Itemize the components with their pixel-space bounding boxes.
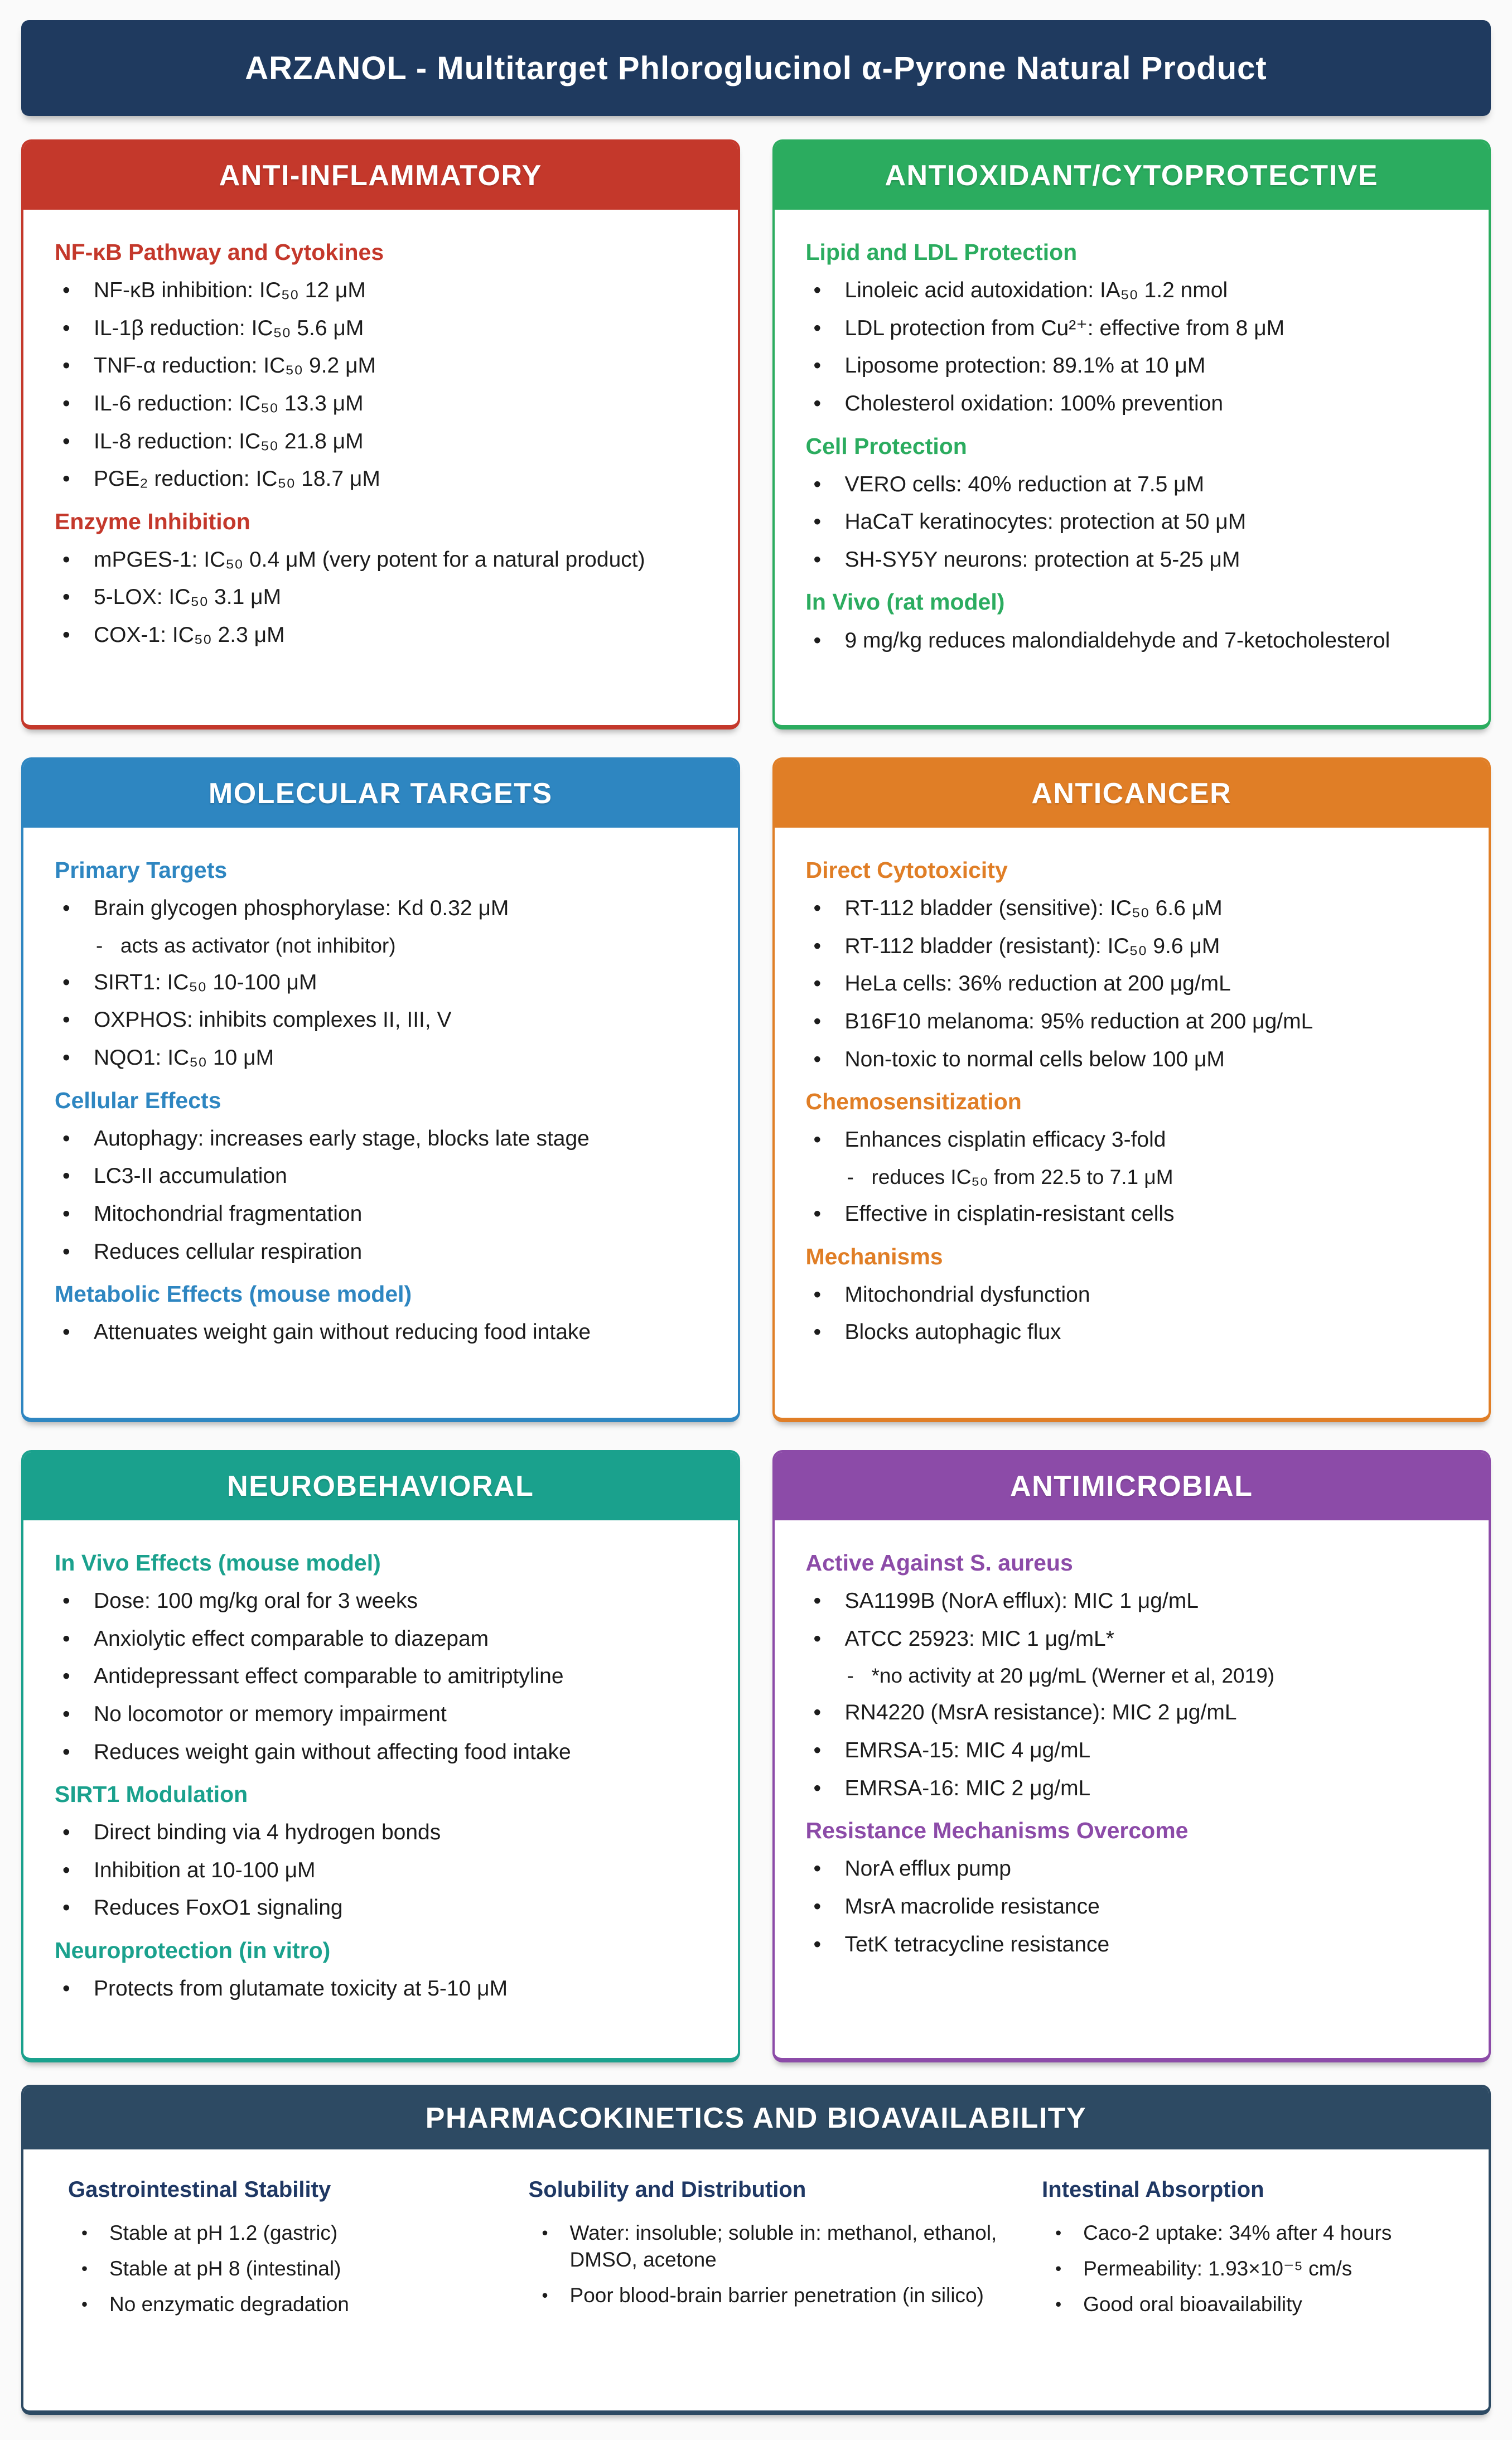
- bullet-dot: •: [62, 1164, 70, 1188]
- bullet-dot: •: [81, 2223, 88, 2243]
- bullet-dot: •: [813, 391, 822, 415]
- bullet-item: [806, 1046, 1459, 1073]
- bullet-item: [55, 584, 708, 611]
- bullet-item: [806, 627, 1459, 654]
- bullet-item: [76, 2291, 484, 2318]
- bullet-item: [806, 1856, 1459, 1882]
- poster-title-bar: [21, 20, 1491, 116]
- bullet-item: [55, 466, 708, 492]
- pharma-column-body: [1042, 2220, 1450, 2318]
- group-heading: Chemosensitization: [805, 1089, 1022, 1115]
- group-heading: Direct Cytotoxicity: [805, 857, 1008, 883]
- bullet-item: [806, 547, 1459, 573]
- bullet-dot: •: [813, 1320, 822, 1345]
- bullet-text: Good oral bioavailability: [1083, 2293, 1302, 2316]
- bullet-item: [55, 1701, 708, 1728]
- section-header-band: [775, 760, 1489, 828]
- bullet-dot: •: [62, 354, 70, 378]
- bullet-item: [55, 895, 708, 922]
- bullet-text: Non-toxic to normal cells below 100 μM: [844, 1047, 1225, 1071]
- bullet-item: [55, 1663, 708, 1690]
- group-heading: Cellular Effects: [55, 1087, 221, 1113]
- group-heading: In Vivo (rat model): [805, 589, 1005, 615]
- bullet-item: [55, 1239, 708, 1265]
- bullet-text: Antidepressant effect comparable to amitriptyline: [94, 1664, 564, 1689]
- section-body: [775, 210, 1489, 725]
- bullet-item: [806, 390, 1459, 417]
- bullet-item: [806, 933, 1459, 960]
- dash-marker: -: [96, 934, 103, 957]
- bullet-dot: •: [813, 316, 822, 340]
- bullet-dot: •: [62, 1740, 70, 1764]
- bullet-dot: •: [1055, 2223, 1062, 2243]
- pharma-column-heading: Solubility and Distribution: [528, 2177, 806, 2202]
- section-grid: [21, 139, 1491, 2062]
- bullet-item: [806, 1893, 1459, 1920]
- section-title: ANTI-INFLAMMATORY: [219, 160, 542, 192]
- bullet-dot: •: [62, 1320, 70, 1345]
- bullet-dot: •: [62, 316, 70, 340]
- group-heading: Enzyme Inhibition: [55, 508, 250, 534]
- section-molecular-targets: [21, 757, 740, 1422]
- bullet-item: [55, 352, 708, 379]
- bullet-item: [806, 1201, 1459, 1228]
- bullet-dot: •: [1055, 2259, 1062, 2279]
- bullet-item: [1050, 2255, 1450, 2282]
- group-heading: Cell Protection: [805, 433, 967, 459]
- section-antimicrobial: [772, 1450, 1491, 2062]
- bullet-item: [806, 1008, 1459, 1035]
- pharma-header-band: [23, 2087, 1489, 2149]
- bullet-text: VERO cells: 40% reduction at 7.5 μM: [844, 472, 1205, 496]
- group-heading: Mechanisms: [805, 1243, 943, 1269]
- bullet-item: [806, 352, 1459, 379]
- bullet-item: [55, 315, 708, 342]
- pharma-column-heading: Gastrointestinal Stability: [68, 2177, 331, 2202]
- bullet-dot: •: [62, 585, 70, 610]
- group-heading: In Vivo Effects (mouse model): [55, 1550, 381, 1576]
- dash-marker: -: [847, 1664, 854, 1688]
- bullet-item: [55, 1819, 708, 1846]
- bullet-dot: •: [813, 896, 822, 921]
- bullet-item: [55, 1045, 708, 1071]
- bullet-item: [55, 1857, 708, 1884]
- bullet-item: [55, 1895, 708, 1921]
- bullet-text: Poor blood-brain barrier penetration (in silico): [569, 2284, 984, 2307]
- pharma-title: PHARMACOKINETICS AND BIOAVAILABILITY: [425, 2102, 1087, 2134]
- bullet-dot: •: [813, 628, 822, 653]
- bullet-text: Anxiolytic effect comparable to diazepam: [94, 1626, 489, 1651]
- bullet-dot: •: [62, 1896, 70, 1920]
- bullet-text: 5-LOX: IC₅₀ 3.1 μM: [94, 585, 282, 610]
- bullet-dot: •: [813, 472, 822, 496]
- bullet-dot: •: [813, 972, 822, 996]
- bullet-item: [806, 471, 1459, 498]
- bullet-item: [806, 1282, 1459, 1308]
- pharma-column-body: [68, 2220, 484, 2318]
- bullet-text: 9 mg/kg reduces malondialdehyde and 7-ketocholesterol: [844, 628, 1390, 653]
- bullet-text: B16F10 melanoma: 95% reduction at 200 μg/mL: [844, 1009, 1313, 1033]
- section-body: [23, 1520, 738, 2058]
- bullet-item: [806, 277, 1459, 304]
- bullet-item: [806, 1626, 1459, 1653]
- bullet-dot: •: [542, 2286, 548, 2306]
- bullet-dot: •: [62, 896, 70, 921]
- bullet-dot: •: [813, 1894, 822, 1919]
- section-title: ANTICANCER: [1031, 777, 1232, 810]
- bullet-item: [55, 1626, 708, 1653]
- bullet-text: Linoleic acid autoxidation: IA₅₀ 1.2 nmol: [844, 278, 1228, 303]
- bullet-text: RN4220 (MsrA resistance): MIC 2 μg/mL: [844, 1700, 1237, 1725]
- bullet-item: [55, 428, 708, 455]
- section-body: [23, 828, 738, 1418]
- sub-bullet-item: [93, 933, 708, 958]
- bullet-item: [55, 1975, 708, 2002]
- bullet-dot: •: [62, 1589, 70, 1613]
- bullet-dot: •: [62, 391, 70, 415]
- pharma-column-absorption: [1042, 2176, 1450, 2402]
- bullet-item: [55, 1007, 708, 1033]
- bullet-item: [1050, 2291, 1450, 2318]
- group-heading: SIRT1 Modulation: [55, 1781, 248, 1808]
- section-title: ANTIMICROBIAL: [1010, 1470, 1253, 1502]
- section-header-band: [23, 142, 738, 210]
- section-title: NEUROBEHAVIORAL: [227, 1470, 534, 1502]
- bullet-dot: •: [62, 970, 70, 994]
- bullet-text: EMRSA-15: MIC 4 μg/mL: [844, 1738, 1091, 1763]
- bullet-text: Brain glycogen phosphorylase: Kd 0.32 μM: [94, 896, 509, 921]
- bullet-text: Cholesterol oxidation: 100% prevention: [844, 391, 1224, 415]
- bullet-text: Direct binding via 4 hydrogen bonds: [94, 1820, 441, 1845]
- bullet-item: [806, 970, 1459, 997]
- bullet-dot: •: [813, 934, 822, 958]
- bullet-dot: •: [62, 1201, 70, 1226]
- bullet-dot: •: [813, 354, 822, 378]
- pharma-column-heading: Intestinal Absorption: [1042, 2177, 1264, 2202]
- bullet-text: reduces IC₅₀ from 22.5 to 7.1 μM: [871, 1165, 1173, 1188]
- poster-title: ARZANOL - Multitarget Phloroglucinol α-Pyrone Natural Product: [245, 50, 1267, 86]
- bullet-text: Mitochondrial fragmentation: [94, 1201, 363, 1226]
- section-body: [775, 828, 1489, 1418]
- bullet-item: [76, 2255, 484, 2282]
- bullet-dot: •: [62, 1239, 70, 1264]
- bullet-item: [1050, 2220, 1450, 2246]
- bullet-text: NorA efflux pump: [844, 1857, 1011, 1881]
- bullet-dot: •: [62, 429, 70, 453]
- bullet-text: LC3-II accumulation: [94, 1164, 287, 1188]
- bullet-dot: •: [62, 623, 70, 647]
- bullet-dot: •: [813, 1932, 822, 1956]
- bullet-item: [55, 1739, 708, 1766]
- bullet-text: RT-112 bladder (sensitive): IC₅₀ 6.6 μM: [844, 896, 1223, 921]
- bullet-text: acts as activator (not inhibitor): [120, 934, 396, 957]
- bullet-item: [806, 1775, 1459, 1802]
- bullet-dot: •: [62, 1702, 70, 1726]
- group-heading: Metabolic Effects (mouse model): [55, 1281, 412, 1307]
- bullet-text: Permeability: 1.93×10⁻⁵ cm/s: [1083, 2257, 1352, 2280]
- bullet-item: [55, 622, 708, 649]
- bullet-text: IL-8 reduction: IC₅₀ 21.8 μM: [94, 429, 364, 453]
- bullet-text: SA1199B (NorA efflux): MIC 1 μg/mL: [844, 1589, 1199, 1613]
- bullet-dot: •: [62, 1664, 70, 1689]
- section-neurobehavioral: [21, 1450, 740, 2062]
- bullet-text: Blocks autophagic flux: [844, 1320, 1061, 1345]
- bullet-text: Reduces weight gain without affecting food intake: [94, 1740, 571, 1764]
- bullet-text: Stable at pH 8 (intestinal): [109, 2257, 341, 2280]
- bullet-item: [806, 315, 1459, 342]
- bullet-text: PGE₂ reduction: IC₅₀ 18.7 μM: [94, 467, 380, 491]
- bullet-text: Dose: 100 mg/kg oral for 3 weeks: [94, 1589, 418, 1613]
- section-body: [775, 1520, 1489, 2058]
- bullet-dot: •: [542, 2223, 548, 2243]
- bullet-item: [55, 277, 708, 304]
- bullet-dot: •: [813, 1738, 822, 1763]
- section-header-band: [23, 760, 738, 828]
- bullet-text: SIRT1: IC₅₀ 10-100 μM: [94, 970, 317, 994]
- section-anticancer: [772, 757, 1491, 1422]
- bullet-text: RT-112 bladder (resistant): IC₅₀ 9.6 μM: [844, 934, 1220, 958]
- bullet-text: ATCC 25923: MIC 1 μg/mL*: [844, 1626, 1114, 1651]
- group-heading: Lipid and LDL Protection: [805, 239, 1078, 265]
- bullet-text: IL-6 reduction: IC₅₀ 13.3 μM: [94, 391, 364, 415]
- bullet-text: Water: insoluble; soluble in: methanol, ethanol, DMSO, acetone: [569, 2221, 997, 2272]
- bullet-dot: •: [62, 1820, 70, 1845]
- section-title: MOLECULAR TARGETS: [208, 777, 553, 810]
- bullet-dot: •: [62, 547, 70, 572]
- pharma-column-body: [529, 2220, 998, 2309]
- section-header-band: [775, 1452, 1489, 1520]
- group-heading: NF-κB Pathway and Cytokines: [55, 239, 384, 265]
- bullet-text: HeLa cells: 36% reduction at 200 μg/mL: [844, 972, 1231, 996]
- bullet-dot: •: [62, 1046, 70, 1070]
- bullet-text: EMRSA-16: MIC 2 μg/mL: [844, 1776, 1091, 1800]
- bullet-item: [55, 390, 708, 417]
- bullet-text: MsrA macrolide resistance: [844, 1894, 1100, 1919]
- bullet-item: [806, 1588, 1459, 1615]
- group-heading: Resistance Mechanisms Overcome: [805, 1818, 1189, 1844]
- section-body: [23, 210, 738, 725]
- bullet-item: [806, 1699, 1459, 1726]
- bullet-item: [806, 1737, 1459, 1764]
- bullet-dot: •: [62, 1126, 70, 1151]
- bullet-item: [806, 509, 1459, 535]
- bullet-item: [806, 1319, 1459, 1346]
- bullet-text: TetK tetracycline resistance: [844, 1932, 1110, 1956]
- bullet-text: Attenuates weight gain without reducing food intake: [94, 1320, 591, 1345]
- bullet-item: [55, 1201, 708, 1228]
- bullet-dot: •: [813, 1776, 822, 1800]
- bullet-item: [55, 1163, 708, 1190]
- bullet-item: [55, 1319, 708, 1346]
- section-pharmacokinetics: [21, 2085, 1491, 2415]
- section-antioxidant-cytoprotective: [772, 139, 1491, 729]
- section-anti-inflammatory: [21, 139, 740, 729]
- bullet-text: *no activity at 20 μg/mL (Werner et al, 2019): [871, 1664, 1275, 1688]
- bullet-dot: •: [813, 1857, 822, 1881]
- bullet-item: [76, 2220, 484, 2246]
- group-heading: Active Against S. aureus: [805, 1550, 1073, 1576]
- bullet-text: No locomotor or memory impairment: [94, 1702, 447, 1726]
- bullet-dot: •: [813, 1589, 822, 1613]
- bullet-dot: •: [62, 1858, 70, 1882]
- pharma-columns: [23, 2149, 1489, 2410]
- sub-bullet-item: [844, 1663, 1459, 1688]
- bullet-dot: •: [1055, 2294, 1062, 2315]
- dash-marker: -: [847, 1165, 854, 1188]
- bullet-dot: •: [813, 510, 822, 534]
- group-heading: Primary Targets: [55, 857, 228, 883]
- bullet-text: NQO1: IC₅₀ 10 μM: [94, 1046, 274, 1070]
- bullet-text: Effective in cisplatin-resistant cells: [844, 1201, 1175, 1226]
- bullet-item: [806, 895, 1459, 922]
- bullet-text: Mitochondrial dysfunction: [844, 1282, 1090, 1307]
- bullet-dot: •: [813, 1128, 822, 1152]
- bullet-dot: •: [813, 1626, 822, 1651]
- bullet-text: Reduces FoxO1 signaling: [94, 1896, 343, 1920]
- pharma-column-gastrointestinal: [68, 2176, 484, 2402]
- bullet-text: SH-SY5Y neurons: protection at 5-25 μM: [844, 547, 1240, 572]
- bullet-item: [55, 969, 708, 996]
- bullet-text: NF-κB inhibition: IC₅₀ 12 μM: [94, 278, 366, 303]
- bullet-text: mPGES-1: IC₅₀ 0.4 μM (very potent for a natural product): [94, 547, 645, 572]
- bullet-dot: •: [813, 547, 822, 572]
- bullet-text: TNF-α reduction: IC₅₀ 9.2 μM: [94, 354, 376, 378]
- bullet-dot: •: [62, 1977, 70, 2001]
- bullet-item: [537, 2220, 998, 2273]
- bullet-text: COX-1: IC₅₀ 2.3 μM: [94, 623, 285, 647]
- section-header-band: [23, 1452, 738, 1520]
- bullet-text: OXPHOS: inhibits complexes II, III, V: [94, 1008, 452, 1032]
- bullet-dot: •: [813, 1009, 822, 1033]
- bullet-text: Liposome protection: 89.1% at 10 μM: [844, 354, 1206, 378]
- group-heading: Neuroprotection (in vitro): [55, 1937, 331, 1963]
- bullet-text: Stable at pH 1.2 (gastric): [109, 2221, 338, 2244]
- bullet-dot: •: [813, 1282, 822, 1307]
- bullet-item: [55, 1588, 708, 1615]
- section-title: ANTIOXIDANT/CYTOPROTECTIVE: [885, 160, 1379, 192]
- bullet-dot: •: [813, 1700, 822, 1725]
- bullet-text: No enzymatic degradation: [109, 2293, 349, 2316]
- bullet-item: [806, 1931, 1459, 1958]
- bullet-item: [55, 547, 708, 573]
- section-header-band: [775, 142, 1489, 210]
- sub-bullet-item: [844, 1165, 1459, 1190]
- bullet-dot: •: [62, 1626, 70, 1651]
- bullet-text: Protects from glutamate toxicity at 5-10 μM: [94, 1977, 508, 2001]
- bullet-text: Reduces cellular respiration: [94, 1239, 363, 1264]
- bullet-dot: •: [81, 2294, 88, 2315]
- bullet-dot: •: [62, 278, 70, 303]
- bullet-text: IL-1β reduction: IC₅₀ 5.6 μM: [94, 316, 364, 340]
- bullet-item: [55, 1125, 708, 1152]
- bullet-dot: •: [813, 1201, 822, 1226]
- bullet-dot: •: [813, 278, 822, 303]
- bullet-text: HaCaT keratinocytes: protection at 50 μM: [844, 510, 1247, 534]
- bullet-dot: •: [81, 2259, 88, 2279]
- bullet-dot: •: [62, 1008, 70, 1032]
- bullet-text: Caco-2 uptake: 34% after 4 hours: [1083, 2221, 1392, 2244]
- bullet-text: LDL protection from Cu²⁺: effective from 8 μM: [844, 316, 1285, 340]
- bullet-dot: •: [813, 1047, 822, 1071]
- bullet-dot: •: [62, 467, 70, 491]
- bullet-text: Autophagy: increases early stage, blocks late stage: [94, 1126, 590, 1151]
- bullet-item: [806, 1127, 1459, 1153]
- bullet-item: [537, 2282, 998, 2309]
- bullet-text: Inhibition at 10-100 μM: [94, 1858, 316, 1882]
- pharma-column-solubility: [529, 2176, 998, 2402]
- bullet-text: Enhances cisplatin efficacy 3-fold: [844, 1128, 1166, 1152]
